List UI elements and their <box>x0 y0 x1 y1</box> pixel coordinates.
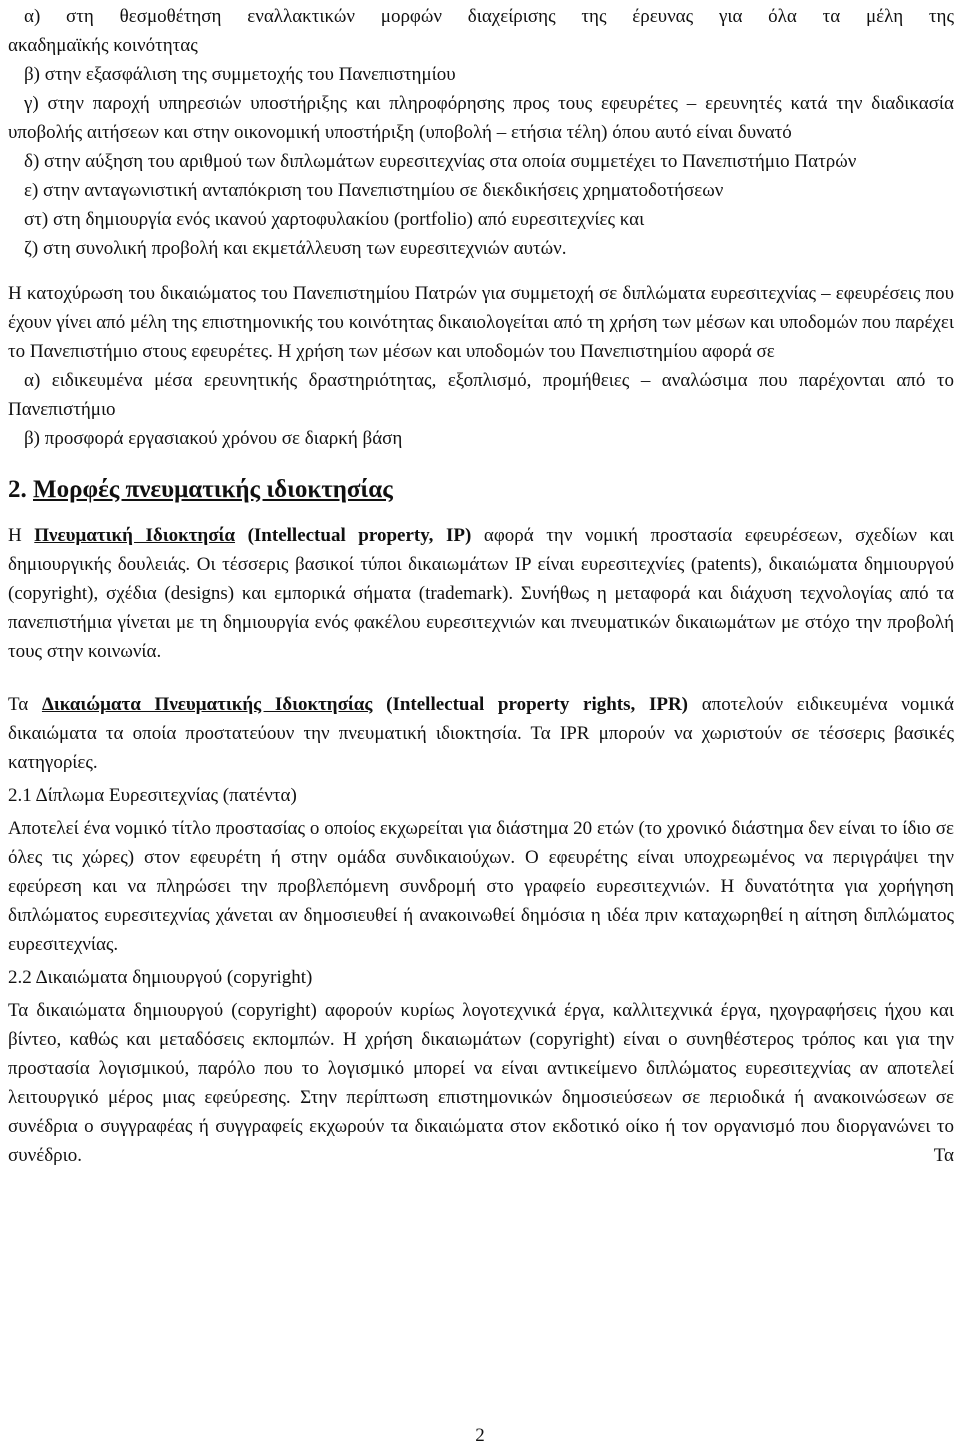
ip-paragraph <box>8 521 954 666</box>
list-item-st: στ) στη δημιουργία ενός ικανού χαρτοφυλακίου (portfolio) από ευρεσιτεχνίες και <box>24 209 645 230</box>
list-item-c: γ) στην παροχή υπηρεσιών υποστήριξης και πληροφόρησης προς τους εφευρέτες – ερευνητές κατά την διαδικασία υποβολής αιτήσεων και στην οικονομική υποστήριξη (υποβολή – ετήσια τέλη) όπου αυτό είναι δυνατό <box>8 93 954 143</box>
ip-term-en: (Intellectual property, IP) <box>235 525 472 546</box>
subsection-2-1-heading: 2.1 Δίπλωμα Ευρεσιτεχνίας (πατέντα) <box>8 785 297 806</box>
document-page <box>8 2 954 1170</box>
subsection-2-1-text: Αποτελεί ένα νομικό τίτλο προστασίας ο οποίος εκχωρείται για διάστημα 20 ετών (το χρονικό διάστημα δεν είναι το ίδιο σε όλες τις χώρες) στον εφευρέτη ή στην ομάδα συνδικαιούχων. Ο εφευρέτης είναι υποχρεωμένος να περιγράψει την εφεύρεση και να πληρώσει την προβλεπόμενη συνδρομή στο γραφείο ευρεσιτεχνιών. Η δυνατότητα για χορήγηση διπλώματος ευρεσιτεχνίας χάνεται αν δημοσιευθεί ή ανακοινωθεί δημόσια η ιδέα πριν καταχωρηθεί η αίτηση διπλώματος ευρεσιτεχνίας. <box>8 818 954 955</box>
ipr-term-en: (Intellectual property rights, IPR) <box>372 694 689 715</box>
list-item-b: β) στην εξασφάλιση της συμμετοχής του Πανεπιστημίου <box>24 64 456 85</box>
ipr-term: Δικαιώματα Πνευματικής Ιδιοκτησίας <box>41 694 373 715</box>
list-item-z: ζ) στη συνολική προβολή και εκμετάλλευση των ευρεσιτεχνιών αυτών. <box>24 238 567 259</box>
rights-item-b: β) προσφορά εργασιακού χρόνου σε διαρκή βάση <box>24 428 403 449</box>
ip-text: αφορά την νομική προστασία εφευρέσεων, σχεδίων και δημιουργικής δουλειάς. Οι τέσσερις βασικοί τύποι δικαιωμάτων IP είναι ευρεσιτεχνίες (patents), δικαιώματα δημιουργού (copyright), σχέδια (designs) και εμπορικά σήματα (trademark). Συνήθως η μεταφορά και διάχυση τεχνολογίας από τα πανεπιστήμια γίνεται με τη δημιουργία ενός φακέλου ευρεσιτεχνιών και πνευματικών δικαιωμάτων με στόχο την προβολή τους στην κοινωνία. <box>8 525 955 662</box>
list-item-d: δ) στην αύξηση του αριθμού των διπλωμάτων ευρεσιτεχνίας στα οποία συμμετέχει το Πανεπιστήμιο Πατρών <box>24 151 857 172</box>
objectives-list <box>8 2 954 263</box>
rights-paragraph: Η κατοχύρωση του δικαιώματος του Πανεπιστημίου Πατρών για συμμετοχή σε διπλώματα ευρεσιτεχνίας – εφευρέσεις που έχουν γίνει από μέλη της επιστημονικής του κοινότητας δικαιολογείται από τη χρήση των μέσων και υποδομών που παρέχει το Πανεπιστήμιο στους εφευρέτες. Η χρήση των μέσων και υποδομών του Πανεπιστημίου αφορά σε <box>8 283 954 362</box>
subsection-2-2 <box>8 963 954 1170</box>
list-item-e: ε) στην ανταγωνιστική ανταπόκριση του Πανεπιστημίου σε διεκδικήσεις χρηματοδοτήσεων <box>24 180 724 201</box>
rights-section <box>8 279 954 453</box>
rights-item-a: α) ειδικευμένα μέσα ερευνητικής δραστηριότητας, εξοπλισμό, προμήθειες – αναλώσιμα που παρέχονται από το Πανεπιστήμιο <box>8 370 954 420</box>
list-item-a-cont: ακαδημαϊκής κοινότητας <box>8 35 198 56</box>
ipr-paragraph <box>8 690 954 777</box>
subsection-2-2-text: Τα δικαιώματα δημιουργού (copyright) αφορούν κυρίως λογοτεχνικά έργα, καλλιτεχνικά έργα, ηχογραφήσεις ήχου και βίντεο, καθώς και μεταδόσεις εκπομπών. Η χρήση δικαιωμάτων (copyright) είναι ο συνηθέστερος τρόπος και για την προστασία λογισμικού, παρόλο που το λογισμικό μπορεί να είναι αντικείμενο διπλώματος ευρεσιτεχνίας αν αποτελεί λειτουργικό μέρος μιας εφεύρεσης. Στην περίπτωση επιστημονικών δημοσιεύσεων σε περιοδικά ή ανακοινώσεων σε συνέδρια ο συγγραφέας ή συγγραφείς εκχωρούν τα δικαιώματα στον εκδοτικό οίκο ή τον οργανισμό που διοργανώνει το συνέδριο. Τα <box>8 1000 954 1166</box>
ipr-prefix: Τα <box>8 694 42 715</box>
ip-term: Πνευματική Ιδιοκτησία <box>34 525 236 546</box>
ip-prefix: Η <box>8 525 35 546</box>
list-item-a: α) στη θεσμοθέτηση εναλλακτικών μορφών διαχείρισης της έρευνας για όλα τα μέλη της <box>24 6 954 27</box>
page-number: 2 <box>475 1425 485 1446</box>
section-title: Μορφές πνευματικής ιδιοκτησίας <box>33 476 393 503</box>
ipr-text: αποτελούν ειδικευμένα νομικά δικαιώματα τα οποία προστατεύουν την πνευματική ιδιοκτησία. Τα IPR μπορούν να χωριστούν σε τέσσερις βασικές κατηγορίες. <box>8 694 954 773</box>
section-number: 2. <box>8 476 27 503</box>
subsection-2-1 <box>8 781 954 959</box>
subsection-2-2-heading: 2.2 Δικαιώματα δημιουργού (copyright) <box>8 967 313 988</box>
section-heading <box>8 473 954 507</box>
